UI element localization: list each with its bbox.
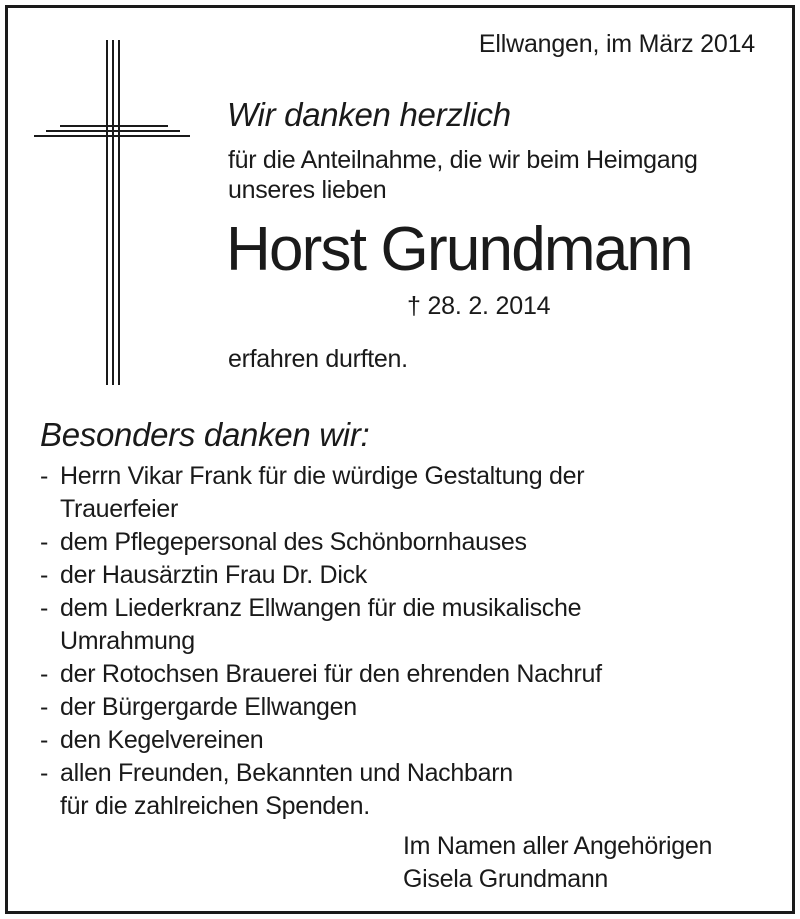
list-item-text: dem Liederkranz Ellwangen für die musikalische Umrahmung: [60, 594, 582, 655]
list-dash: -: [40, 660, 49, 688]
list-dash: -: [40, 594, 49, 622]
list-item-text: der Rotochsen Brauerei für den ehrenden Nachruf: [60, 660, 602, 688]
list-item: [40, 757, 602, 823]
list-item: [40, 658, 602, 691]
special-thanks-heading: Besonders danken wir:: [40, 416, 370, 453]
list-item-text: Herrn Vikar Frank für die würdige Gestaltung der Trauerfeier: [60, 462, 585, 523]
list-dash: -: [40, 726, 49, 754]
outro-line: erfahren durften.: [228, 345, 408, 373]
list-dash: -: [40, 759, 49, 787]
list-dash: -: [40, 561, 49, 589]
list-dash: -: [40, 528, 49, 556]
signature-name: Gisela Grundmann: [403, 865, 609, 893]
list-item-text: der Hausärztin Frau Dr. Dick: [60, 561, 367, 589]
list-item-text: der Bürgergarde Ellwangen: [60, 693, 357, 721]
list-item: [40, 460, 602, 526]
special-thanks-list: [40, 460, 602, 823]
list-item-text: dem Pflegepersonal des Schönbornhauses: [60, 528, 527, 556]
thanks-heading: Wir danken herzlich: [227, 96, 511, 133]
intro-line-2: unseres lieben: [228, 176, 387, 204]
intro-line-1: für die Anteilnahme, die wir beim Heimgang: [228, 146, 698, 174]
list-item-text: den Kegelvereinen: [60, 726, 264, 754]
deceased-name: Horst Grundmann: [226, 215, 692, 284]
list-item: [40, 592, 602, 658]
list-item-text: allen Freunden, Bekannten und Nachbarn für die zahlreichen Spenden.: [60, 759, 513, 820]
place-date: Ellwangen, im März 2014: [478, 30, 755, 58]
list-item: [40, 691, 602, 724]
list-dash: -: [40, 462, 49, 490]
list-item: [40, 526, 602, 559]
signature-line-1: Im Namen aller Angehörigen: [403, 832, 713, 860]
death-date: † 28. 2. 2014: [407, 292, 551, 320]
list-item: [40, 724, 602, 757]
list-dash: -: [40, 693, 49, 721]
list-item: [40, 559, 602, 592]
